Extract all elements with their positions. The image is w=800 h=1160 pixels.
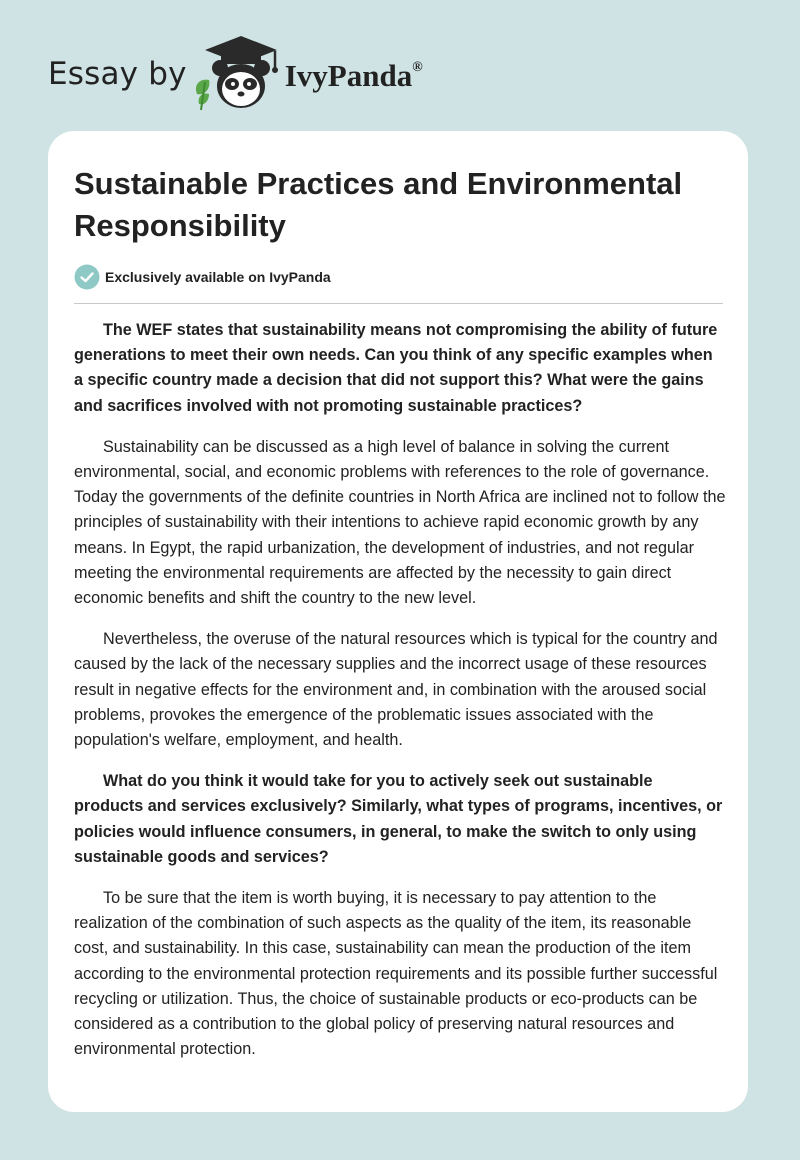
site-header-brand[interactable] [48, 34, 423, 114]
question-paragraph: What do you think it would take for you to actively seek out sustainable products and services exclusively? Similarly, what types of programs, incentives, or policies would influence consumers, in general, to make the switch to only using sustainable goods and services? [74, 772, 723, 866]
question-paragraph: The WEF states that sustainability means not compromising the ability of future generations to meet their own needs. Can you think of any specific examples when a specific country made a decision that did not support this? What were the gains and sacrifices involved with not promoting sustainable practices? [74, 321, 718, 415]
answer-paragraph: To be sure that the item is worth buying, it is necessary to pay attention to the realization of the combination of such aspects as the quality of the item, its reasonable cost, and sustainability. In this case, sustainability can mean the production of the item according to the environmental protection requirements and its possible further successful recycling or utilization. Thus, the choice of sustainable products or eco-products can be considered as a contribution to the global policy of preserving natural resources and environmental protection. [74, 889, 718, 1059]
exclusive-badge [74, 264, 331, 290]
brand-name: IvyPanda® [284, 58, 423, 93]
essay-body [74, 318, 726, 1078]
essay-card [48, 131, 748, 1112]
exclusive-badge-label: Exclusively available on IvyPanda [105, 269, 331, 285]
registered-mark: ® [412, 59, 423, 75]
page-title: Sustainable Practices and Environmental Responsibility [74, 166, 683, 243]
essay-by-label: Essay by [48, 56, 187, 92]
check-circle-icon [74, 264, 100, 290]
answer-paragraph: Sustainability can be discussed as a high level of balance in solving the current environmental, social, and economic problems with references to the role of governance. Today the governments of the definite countries in North Africa are inclined not to follow the principles of sustainability with their intentions to achieve rapid economic growth by any means. In Egypt, the rapid urbanization, the development of industries, and not regular meeting the environmental requirements are affected by the necessity to gain direct economic benefits and shift the country to the new level. [74, 437, 726, 608]
divider [74, 303, 723, 304]
panda-graduate-logo-icon [191, 34, 283, 114]
answer-paragraph: Nevertheless, the overuse of the natural resources which is typical for the country and caused by the lack of the necessary supplies and the incorrect usage of these resources result in negative effects for the environment and, in combination with the aroused social problems, provokes the emergence of the problematic issues associated with the population's welfare, employment, and health. [74, 630, 718, 750]
